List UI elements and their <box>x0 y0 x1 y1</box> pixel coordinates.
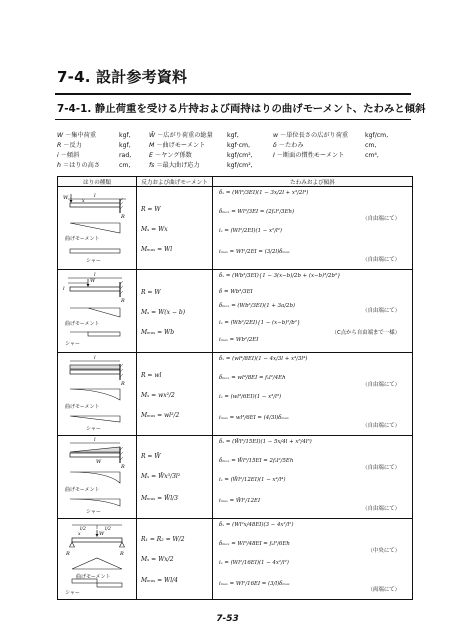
col-header-deflection: たわみおよび傾斜 <box>213 177 413 187</box>
max-deflection-formula: δₘₐₓ = W̄l³/15EI = 2fₛl²/5Eh <box>219 458 294 464</box>
moment-diagram-label: 曲げモーメント <box>65 236 100 242</box>
table-header-row <box>58 177 413 187</box>
beam-diagram-cell <box>58 187 137 270</box>
max-moment-formula: Mₘₐₓ = Wl/4 <box>141 577 178 584</box>
max-moment-formula: Mₘₐₓ = Wl <box>141 246 173 253</box>
location-note: （自由端にて） <box>362 308 400 314</box>
svg-text:l: l <box>63 286 65 292</box>
legend-item: W －集中荷重 kgf, <box>57 132 131 139</box>
moment-diagram-label: 曲げモーメント <box>65 487 100 493</box>
legend-item: E －ヤング係数 kgf/cm², <box>149 152 253 159</box>
svg-text:l: l <box>94 355 96 361</box>
deflection-cell <box>213 353 413 436</box>
svg-text:R: R <box>121 381 125 387</box>
beam-diagram-cell <box>58 436 137 519</box>
table-row <box>58 187 413 270</box>
beam-diagram-cell <box>58 270 137 353</box>
max-moment-formula: Mₘₐₓ = W̄l/3 <box>141 495 178 502</box>
svg-text:l: l <box>94 193 96 199</box>
svg-text:l/2: l/2 <box>105 527 111 532</box>
location-note: （自由端にて） <box>362 257 400 263</box>
max-slope-formula: iₘₐₓ = Wl²/16EI = (3/l)δₘₐₓ <box>219 581 290 587</box>
reaction-cell <box>137 519 213 600</box>
col-header-beam-type: はりの種類 <box>58 177 137 187</box>
slope-formula: iₓ = (wl³/6EI)(1 − x³/l³) <box>219 394 282 400</box>
slope-formula: iₓ = (Wl²/2EI)(1 − x²/l²) <box>219 228 283 234</box>
slope-formula: iₓ = (Wb²/2EI){1 − (x−b)²/b²} <box>219 320 301 326</box>
legend-item: W̄ －広がり荷重の総量 kgf, <box>149 132 239 139</box>
symbol-legend <box>57 131 417 175</box>
svg-text:x: x <box>78 532 81 537</box>
svg-text:R: R <box>121 464 125 470</box>
moment-diagram-label: 曲げモーメント <box>65 404 100 410</box>
shear-diagram-label: シャー <box>65 590 80 596</box>
shear-diagram-label: シャー <box>86 426 101 432</box>
location-note: （C点から自由端まで一様） <box>331 330 400 336</box>
section-title: 7-4-1. 静止荷重を受ける片持および両持はりの曲げモーメント、たわみと傾斜 <box>57 103 426 115</box>
beam-diagram-cell <box>58 353 137 436</box>
location-note: （自由端にて） <box>362 506 400 512</box>
svg-text:R: R <box>121 298 125 304</box>
legend-item: w －単位長さの広がり荷重 kgf/cm, <box>273 132 389 139</box>
col-header-reaction: 反力および曲げモーメント <box>137 177 213 187</box>
svg-text:l: l <box>94 272 96 278</box>
cantilever-triangular-load-diagram <box>58 436 137 519</box>
reaction-formula: R = W <box>141 289 161 296</box>
simple-beam-center-load-diagram <box>58 519 137 600</box>
chapter-heading <box>55 63 411 95</box>
max-deflection-formula: δₘₐₓ = Wl³/48EI = fₛl²/6Eh <box>219 541 290 547</box>
beam-diagram-cell <box>58 519 137 600</box>
legend-item: i －傾斜 rad, <box>57 152 132 159</box>
legend-item: R －反力 kgf, <box>57 142 131 149</box>
svg-text:l: l <box>94 437 96 443</box>
svg-text:W: W <box>90 278 96 284</box>
svg-text:R: R <box>121 214 125 220</box>
shear-diagram-label: シャー <box>86 509 101 515</box>
max-slope-formula: iₘₐₓ = wl³/6EI = (4/3l)δₘₐₓ <box>219 415 289 421</box>
max-deflection-formula: δₘₐₓ = Wl³/3EI = (2fₛl²/3Eh) <box>219 209 295 215</box>
deflection-formula: δₓ = (Wl³/3EI)(1 − 3x/2l + x³/2l³) <box>219 190 309 196</box>
page-number: 7-53 <box>216 614 239 624</box>
deflection-cell <box>213 519 413 600</box>
section-heading <box>55 97 426 120</box>
reaction-formula: R = W̄ <box>141 453 161 460</box>
deflection-formula: δₓ = (Wl²x/48EI)(3 − 4x²/l²) <box>219 522 294 528</box>
deflection-cell <box>213 270 413 353</box>
reaction-cell <box>137 436 213 519</box>
svg-text:W: W <box>99 531 105 537</box>
svg-text:R: R <box>120 551 124 557</box>
legend-item: h ＝はりの高さ cm, <box>57 162 131 169</box>
location-note: （自由端にて） <box>362 216 400 222</box>
reaction-cell <box>137 187 213 270</box>
reaction-cell <box>137 270 213 353</box>
moment-formula: Mₓ = Wx/2 <box>141 556 174 563</box>
reaction-formula: R = W <box>141 206 161 213</box>
legend-item: I －断面の慣性モーメント cm⁴, <box>273 152 379 159</box>
legend-item: M －曲げモーメント kgf·cm, <box>149 142 251 149</box>
max-slope-formula: iₘₐₓ = W̄l²/12EI <box>219 498 261 504</box>
cantilever-uniform-load-diagram <box>58 353 137 436</box>
location-note: （両端にて） <box>367 587 400 593</box>
reaction-cell <box>137 353 213 436</box>
moment-diagram-label: 曲げモーメント <box>76 574 111 580</box>
moment-formula: Mₓ = W(x − b) <box>141 309 186 316</box>
deflection-formula: δₓ = (W̄l³/15EI)(1 − 5x/4l + x⁵/4l⁵) <box>219 439 312 445</box>
max-moment-formula: Mₘₐₓ = wl²/2 <box>141 412 180 419</box>
moment-formula: Mₓ = W̄x³/3l² <box>141 473 181 480</box>
svg-text:W: W <box>63 195 69 201</box>
location-note: （自由端にて） <box>362 382 400 388</box>
deflection-formula: δₓ = (Wb³/3EI){1 − 3(x−b)/2b + (x−b)³/2b³} <box>219 273 341 279</box>
slope-formula: iₓ = (W̄l²/12EI)(1 − x⁴/l⁴) <box>219 477 286 483</box>
shear-diagram-label: シャー <box>86 258 101 264</box>
location-note: （自由端にて） <box>362 423 400 429</box>
reaction-formula: R₁ = R₂ = W/2 <box>141 536 185 543</box>
svg-text:x: x <box>82 199 85 204</box>
svg-text:l/2: l/2 <box>80 527 86 532</box>
location-note: （自由端にて） <box>362 465 400 471</box>
table-row <box>58 353 413 436</box>
location-note: （中央にて） <box>367 548 400 554</box>
slope-formula: iₓ = (Wl²/16EI)(1 − 4x²/l²) <box>219 560 289 566</box>
deflection-formula: δ = Wb³/3EI <box>219 289 253 295</box>
beam-formula-table <box>57 176 413 600</box>
table-row <box>58 436 413 519</box>
deflection-cell <box>213 436 413 519</box>
moment-formula: Mₓ = Wx <box>141 226 168 233</box>
svg-text:R: R <box>66 551 70 557</box>
moment-formula: Mₓ = wx²/2 <box>141 392 175 399</box>
max-deflection-formula: δₘₐₓ = (Wb³/3EI)(1 + 3a/2b) <box>219 303 296 309</box>
max-deflection-formula: δₘₐₓ = wl⁴/8EI = fₛl²/4Eh <box>219 375 286 381</box>
deflection-cell <box>213 187 413 270</box>
table-row <box>58 519 413 600</box>
legend-item: δ －たわみ cm, <box>273 142 377 149</box>
chapter-title: 7-4. 設計参考資料 <box>57 68 188 86</box>
max-moment-formula: Mₘₐₓ = Wb <box>141 329 175 336</box>
max-slope-formula: iₘₐₓ = Wl²/2EI = (3/2l)δₘₐₓ <box>219 249 290 255</box>
deflection-formula: δₓ = (wl⁴/8EI)(1 − 4x/3l + x⁴/3l⁴) <box>219 356 308 362</box>
moment-diagram-label: 曲げモーメント <box>65 321 100 327</box>
reaction-formula: R = wl <box>141 372 162 379</box>
table-row <box>58 270 413 353</box>
max-slope-formula: iₘₐₓ = Wb²/2EI <box>219 337 259 343</box>
legend-item: fs ＝最大曲げ応力 kgf/cm², <box>149 162 253 169</box>
svg-text:W: W <box>96 459 102 465</box>
shear-diagram-label: シャー <box>65 341 80 347</box>
